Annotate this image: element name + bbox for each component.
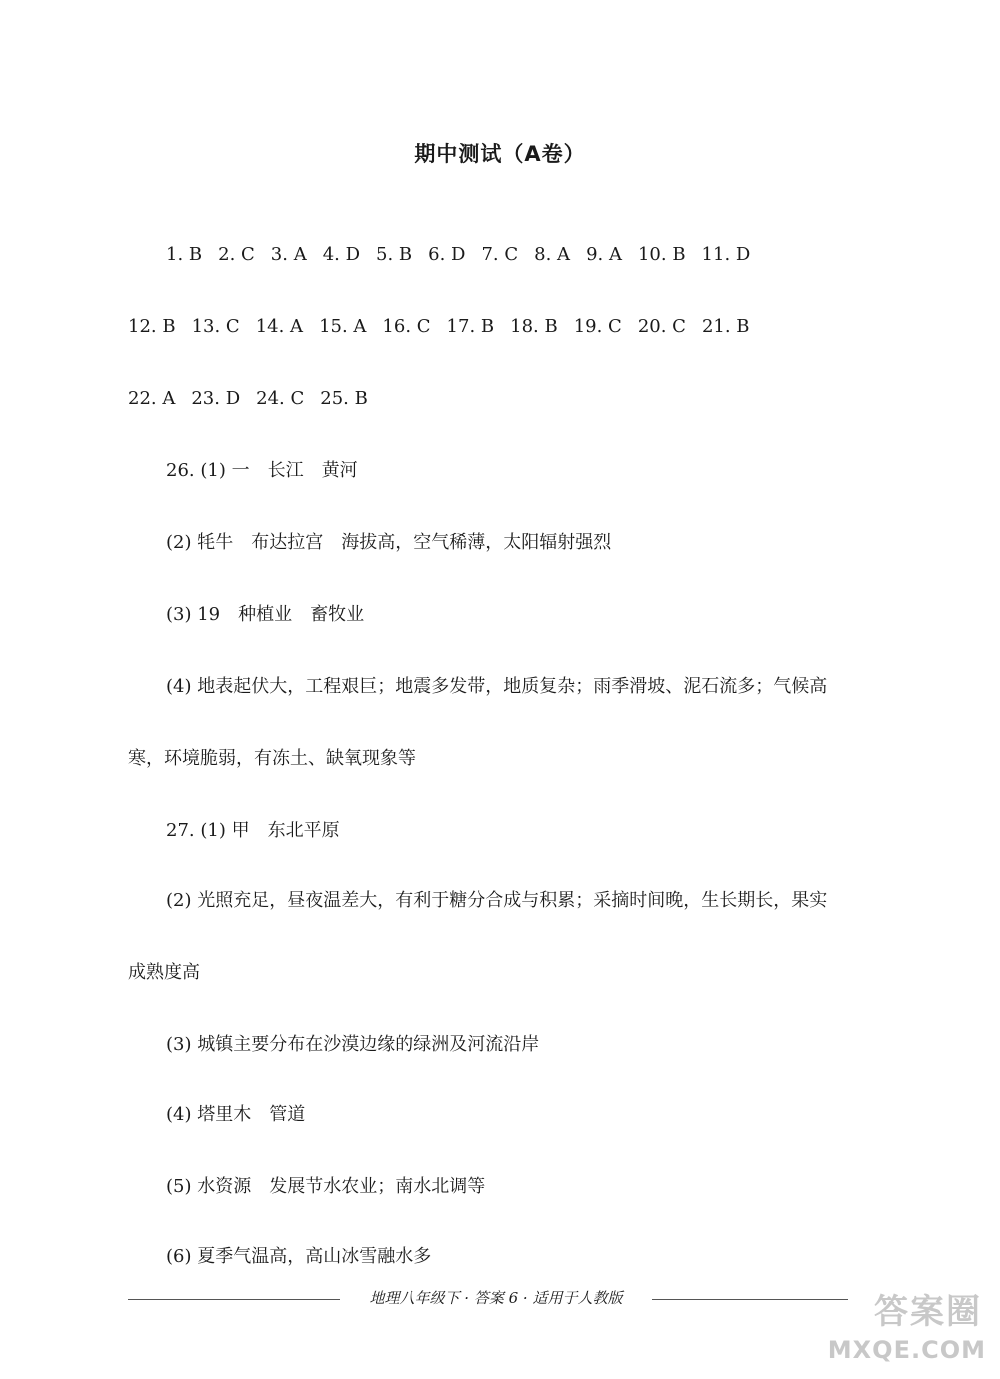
watermark-logo-text: 答案圈 <box>874 1292 982 1332</box>
mc-answer: 7. C <box>481 244 519 265</box>
mc-row-2 <box>128 312 766 342</box>
mc-answer: 6. D <box>428 244 466 265</box>
page-footer <box>128 1284 848 1314</box>
page-title: 期中测试（A卷） <box>414 142 586 166</box>
q27-part6: (6) 夏季气温高，高山冰雪融水多 <box>166 1246 432 1267</box>
mc-answer: 11. D <box>701 244 751 265</box>
site-watermark <box>818 1284 994 1374</box>
q27-part4: (4) 塔里木 管道 <box>166 1104 306 1125</box>
mc-row-3 <box>128 384 384 414</box>
q26-part2: (2) 牦牛 布达拉宫 海拔高，空气稀薄，太阳辐射强烈 <box>166 532 612 553</box>
mc-answer: 13. C <box>191 316 240 337</box>
mc-answer: 17. B <box>446 316 495 337</box>
q27-part1: 27. (1) 甲 东北平原 <box>166 820 340 841</box>
mc-answer: 25. B <box>320 388 368 409</box>
mc-answer: 3. A <box>270 244 307 265</box>
mc-answer: 10. B <box>637 244 686 265</box>
mc-answer: 19. C <box>573 316 622 337</box>
mc-answer: 22. A <box>128 388 176 409</box>
mc-row-1 <box>166 240 766 270</box>
q26-part4-line2: 寒，环境脆弱，有冻土、缺氧现象等 <box>128 748 416 769</box>
q27-part2-line1: (2) 光照充足，昼夜温差大，有利于糖分合成与积累；采摘时间晚，生长期长，果实 <box>166 890 828 911</box>
mc-answer: 12. B <box>128 316 176 337</box>
mc-answer: 16. C <box>382 316 431 337</box>
mc-answer: 1. B <box>166 244 203 265</box>
mc-answer: 18. B <box>510 316 558 337</box>
watermark-url: MXQE.COM <box>827 1336 986 1364</box>
mc-answer: 15. A <box>319 316 367 337</box>
footer-text: 地理八年级下 · 答案 6 · 适用于人教版 <box>369 1289 623 1307</box>
q26-part4-line1: (4) 地表起伏大，工程艰巨；地震多发带，地质复杂；雨季滑坡、泥石流多；气候高 <box>166 676 828 697</box>
mc-answer: 9. A <box>586 244 622 265</box>
mc-answer: 20. C <box>637 316 686 337</box>
mc-answer: 24. C <box>256 388 305 409</box>
mc-answer: 5. B <box>376 244 413 265</box>
mc-answer: 2. C <box>218 244 255 265</box>
q26-part1: 26. (1) 一 长江 黄河 <box>166 460 358 481</box>
mc-answer: 21. B <box>701 316 750 337</box>
mc-answer: 14. A <box>255 316 304 337</box>
mc-answer: 8. A <box>534 244 571 265</box>
q27-part2-line2: 成熟度高 <box>128 962 200 983</box>
q27-part3: (3) 城镇主要分布在沙漠边缘的绿洲及河流沿岸 <box>166 1034 540 1055</box>
q26-part3: (3) 19 种植业 畜牧业 <box>166 604 365 625</box>
footer-rule-left <box>128 1299 340 1300</box>
mc-answer: 23. D <box>191 388 241 409</box>
mc-answer: 4. D <box>322 244 361 265</box>
q27-part5: (5) 水资源 发展节水农业；南水北调等 <box>166 1176 486 1197</box>
